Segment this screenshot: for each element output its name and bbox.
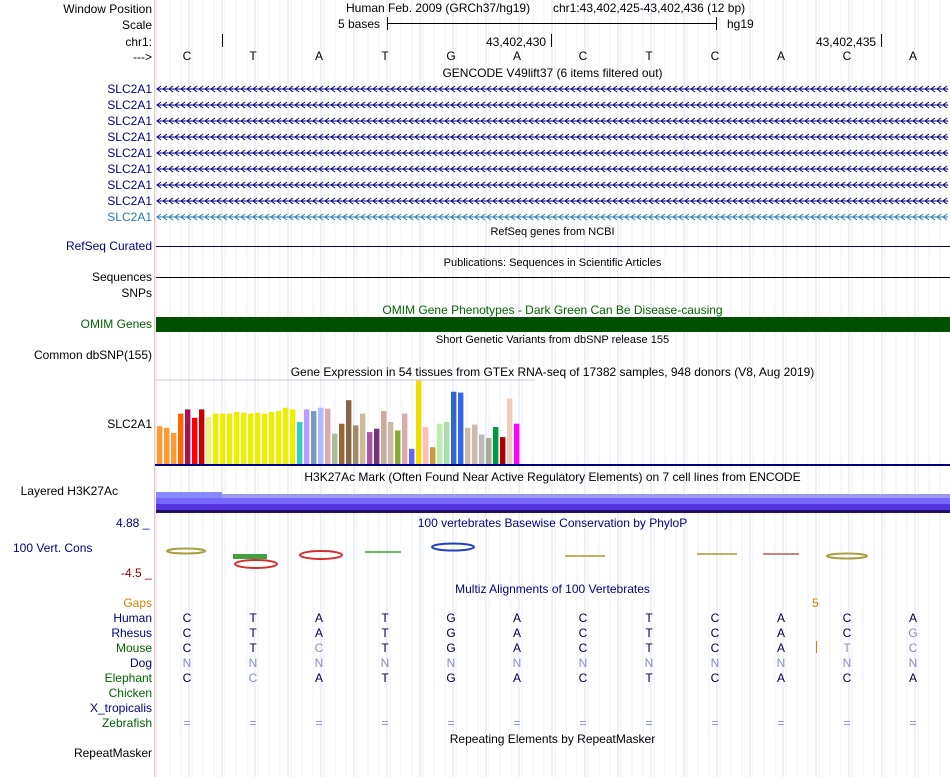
repeatmasker-label[interactable]: RepeatMasker xyxy=(73,746,152,760)
omim-title: OMIM Gene Phenotypes - Dark Green Can Be Disease-causing xyxy=(382,303,723,317)
aligned-base: C xyxy=(710,611,720,625)
gaps-label: Gaps xyxy=(123,596,152,610)
species-label: Mouse xyxy=(115,641,152,655)
gtex-bar xyxy=(458,393,463,464)
aligned-base: N xyxy=(446,656,456,670)
aligned-base: N xyxy=(314,656,324,670)
dna-base: T xyxy=(645,49,653,63)
gtex-bar xyxy=(444,422,449,464)
aligned-base: = xyxy=(645,716,653,730)
gtex-bar xyxy=(304,409,309,464)
dna-base: C xyxy=(578,49,588,63)
aligned-base: A xyxy=(908,611,917,625)
aligned-base: T xyxy=(645,626,653,640)
aligned-base: T xyxy=(381,626,389,640)
aligned-base: A xyxy=(776,626,785,640)
aligned-base: T xyxy=(645,671,653,685)
gtex-bar xyxy=(199,409,204,464)
dna-base: A xyxy=(314,49,323,63)
gtex-bar xyxy=(255,413,260,464)
gtex-bar xyxy=(395,430,400,464)
conservation-mark xyxy=(565,555,605,557)
gtex-bar xyxy=(192,418,197,464)
gencode-transcript-label[interactable]: SLC2A1 xyxy=(107,98,152,112)
conservation-mark xyxy=(763,553,799,555)
dna-base: T xyxy=(249,49,257,63)
gencode-title: GENCODE V49lift37 (6 items filtered out) xyxy=(442,66,663,80)
gtex-bar xyxy=(514,424,519,464)
aligned-base: A xyxy=(908,671,917,685)
gtex-bar xyxy=(178,414,183,464)
conservation-mark xyxy=(365,551,401,553)
aligned-base: N xyxy=(842,656,852,670)
gtex-title: Gene Expression in 54 tissues from GTEx RNA-seq of 17382 samples, 948 donors (V8, Aug 2019) xyxy=(290,365,815,379)
dbsnp-title: Short Genetic Variants from dbSNP release 155 xyxy=(435,334,670,346)
dna-base: A xyxy=(776,49,785,63)
aligned-base: C xyxy=(182,626,192,640)
gtex-bar xyxy=(339,424,344,464)
aligned-base: C xyxy=(710,626,720,640)
ruler-coord-1: 43,402,430 xyxy=(486,35,547,49)
gtex-bar xyxy=(402,414,407,464)
gtex-bar xyxy=(276,411,281,464)
aligned-base: T xyxy=(381,671,389,685)
gtex-bar xyxy=(409,449,414,464)
aligned-base: = xyxy=(381,716,389,730)
dna-sequence-row xyxy=(0,49,950,63)
gtex-bar xyxy=(430,447,435,464)
conservation-title: 100 vertebrates Basewise Conservation by PhyloP xyxy=(417,516,688,530)
snps-label[interactable]: SNPs xyxy=(121,286,152,300)
gtex-bar xyxy=(374,429,379,464)
species-label: Elephant xyxy=(104,671,152,685)
conservation-mark xyxy=(432,544,474,551)
scale-bar-right-tick xyxy=(716,17,717,30)
gtex-bar xyxy=(283,408,288,464)
gtex-bar xyxy=(220,414,225,464)
ruler-tick-start xyxy=(222,34,223,47)
aligned-base: C xyxy=(710,641,720,655)
species-label: Human xyxy=(113,611,152,625)
aligned-base: C xyxy=(842,626,852,640)
aligned-base: = xyxy=(843,716,851,730)
gtex-bar xyxy=(451,392,456,464)
species-label: Rhesus xyxy=(111,626,152,640)
gtex-bar xyxy=(423,427,428,464)
aligned-base: A xyxy=(512,611,521,625)
conservation-mark xyxy=(233,554,267,559)
dna-base: T xyxy=(381,49,389,63)
h3k27ac-title: H3K27Ac Mark (Often Found Near Active Regulatory Elements) on 7 cell lines from ENCODE xyxy=(304,470,801,484)
gtex-bar xyxy=(234,412,239,464)
scale-label: Scale xyxy=(121,18,152,32)
gtex-bar xyxy=(213,414,218,464)
species-label: Zebrafish xyxy=(101,716,152,730)
gtex-bar xyxy=(479,435,484,464)
gtex-bar xyxy=(157,426,162,464)
gtex-bar xyxy=(290,409,295,464)
aligned-base: C xyxy=(578,626,588,640)
aligned-base: A xyxy=(776,611,785,625)
gencode-transcript-label[interactable]: SLC2A1 xyxy=(107,130,152,144)
ruler-coord-2: 43,402,435 xyxy=(816,35,877,49)
gtex-bar xyxy=(311,411,316,464)
aligned-base: = xyxy=(447,716,455,730)
aligned-base: A xyxy=(512,641,521,655)
aligned-base: = xyxy=(513,716,521,730)
aligned-base: T xyxy=(645,641,653,655)
aligned-base: A xyxy=(314,626,323,640)
aligned-base: = xyxy=(909,716,917,730)
gtex-bar xyxy=(262,414,267,464)
gtex-bar xyxy=(171,433,176,464)
gtex-bar xyxy=(346,400,351,464)
gencode-transcript-label[interactable]: SLC2A1 xyxy=(107,162,152,176)
aligned-base: N xyxy=(908,656,918,670)
aligned-base: N xyxy=(248,656,258,670)
aligned-base: A xyxy=(314,611,323,625)
aligned-base: G xyxy=(446,641,456,655)
gencode-transcript-label[interactable]: SLC2A1 xyxy=(107,114,152,128)
refseq-label[interactable]: RefSeq Curated xyxy=(65,239,152,253)
dbsnp-label[interactable]: Common dbSNP(155) xyxy=(33,348,152,362)
gencode-transcript-label[interactable]: SLC2A1 xyxy=(107,82,152,96)
position-range[interactable]: chr1:43,402,425-43,402,436 (12 bp) xyxy=(553,1,746,15)
aligned-base: = xyxy=(249,716,257,730)
ruler-tick-1 xyxy=(551,34,552,47)
assembly-name: Human Feb. 2009 (GRCh37/hg19) xyxy=(346,1,531,15)
aligned-base: C xyxy=(578,671,588,685)
conservation-mark xyxy=(235,560,277,568)
gtex-bar xyxy=(325,409,330,464)
gtex-expression-chart[interactable] xyxy=(155,379,950,467)
conservation-mark xyxy=(300,551,342,559)
aligned-base: = xyxy=(183,716,191,730)
aligned-base: T xyxy=(381,641,389,655)
gap-count: 5 xyxy=(812,596,819,610)
scale-text: 5 bases xyxy=(338,17,381,31)
dna-base: A xyxy=(908,49,917,63)
gencode-transcript-label[interactable]: SLC2A1 xyxy=(107,146,152,160)
aligned-base: T xyxy=(843,641,851,655)
conservation-max: 4.88 _ xyxy=(116,516,150,530)
aligned-base: A xyxy=(776,671,785,685)
sequences-title: Publications: Sequences in Scientific Articles xyxy=(443,257,662,269)
aligned-base: A xyxy=(512,671,521,685)
species-label: Chicken xyxy=(108,686,152,700)
aligned-base: N xyxy=(182,656,192,670)
conservation-mark xyxy=(167,549,205,554)
gtex-bar xyxy=(297,422,302,464)
aligned-base: G xyxy=(908,626,918,640)
conservation-logo[interactable] xyxy=(155,540,950,580)
h3k27ac-baseline xyxy=(156,510,950,513)
aligned-base: = xyxy=(579,716,587,730)
dna-base: C xyxy=(842,49,852,63)
gtex-bar xyxy=(437,424,442,464)
multiz-title: Multiz Alignments of 100 Vertebrates xyxy=(455,582,650,596)
chrom-label: chr1: xyxy=(125,35,152,49)
scale-bar-left-tick xyxy=(387,17,388,30)
gtex-bar xyxy=(360,414,365,464)
aligned-base: C xyxy=(842,671,852,685)
aligned-base: T xyxy=(249,611,257,625)
gtex-bar xyxy=(381,411,386,464)
gtex-bar xyxy=(388,422,393,464)
conservation-label[interactable]: 100 Vert. Cons xyxy=(13,541,93,555)
aligned-base: N xyxy=(578,656,588,670)
gtex-bar xyxy=(318,408,323,464)
aligned-base: T xyxy=(645,611,653,625)
aligned-base: N xyxy=(380,656,390,670)
aligned-base: G xyxy=(446,626,456,640)
aligned-base: N xyxy=(776,656,786,670)
aligned-base: C xyxy=(182,611,192,625)
sequences-line xyxy=(156,277,950,278)
gtex-bar xyxy=(227,414,232,464)
omim-gene-bar[interactable] xyxy=(156,317,950,332)
aligned-base: N xyxy=(512,656,522,670)
aligned-base: = xyxy=(777,716,785,730)
gtex-bar xyxy=(353,425,358,464)
h3k27ac-signal[interactable] xyxy=(156,490,950,514)
aligned-base: T xyxy=(249,626,257,640)
aligned-base: A xyxy=(776,641,785,655)
dna-base: G xyxy=(446,49,456,63)
gtex-bar xyxy=(248,414,253,464)
omim-label[interactable]: OMIM Genes xyxy=(80,317,152,331)
gencode-transcripts[interactable] xyxy=(155,80,950,225)
aligned-base: C xyxy=(842,611,852,625)
sequences-label[interactable]: Sequences xyxy=(91,270,152,284)
gtex-bar xyxy=(164,428,169,464)
repeatmasker-title: Repeating Elements by RepeatMasker xyxy=(449,732,656,746)
conservation-mark xyxy=(827,554,867,559)
aligned-base: G xyxy=(446,671,456,685)
window-position-label: Window Position xyxy=(63,2,152,16)
aligned-base: C xyxy=(182,641,192,655)
gtex-bar xyxy=(472,425,477,464)
refseq-title: RefSeq genes from NCBI xyxy=(490,226,615,238)
species-label: Dog xyxy=(129,656,152,670)
gtex-bar xyxy=(269,412,274,464)
gtex-bar xyxy=(465,428,470,464)
aligned-base: C xyxy=(248,671,258,685)
dna-base: A xyxy=(512,49,521,63)
gtex-bar xyxy=(507,398,512,464)
strand-label: ---> xyxy=(133,50,152,64)
gencode-transcript-label[interactable]: SLC2A1 xyxy=(107,194,152,208)
gtex-bar xyxy=(367,432,372,464)
scale-bar xyxy=(387,23,717,24)
aligned-base: C xyxy=(314,641,324,655)
gencode-transcript-label[interactable]: SLC2A1 xyxy=(107,210,152,224)
aligned-base: = xyxy=(711,716,719,730)
conservation-mark xyxy=(697,553,737,555)
gtex-bar xyxy=(500,437,505,464)
gtex-bar xyxy=(493,427,498,464)
aligned-base: T xyxy=(381,611,389,625)
dna-base: C xyxy=(182,49,192,63)
gtex-bar xyxy=(486,438,491,464)
aligned-base: C xyxy=(578,611,588,625)
gtex-bar xyxy=(206,417,211,464)
conservation-min: -4.5 _ xyxy=(121,566,152,580)
h3k27ac-label[interactable]: Layered H3K27Ac xyxy=(20,484,118,498)
scale-db: hg19 xyxy=(727,17,754,31)
gtex-label[interactable]: SLC2A1 xyxy=(107,417,152,431)
gtex-bar xyxy=(416,380,421,464)
gencode-transcript-label[interactable]: SLC2A1 xyxy=(107,178,152,192)
aligned-base: C xyxy=(710,671,720,685)
dna-base: C xyxy=(710,49,720,63)
aligned-base: A xyxy=(314,671,323,685)
aligned-base: C xyxy=(578,641,588,655)
aligned-base: T xyxy=(249,641,257,655)
aligned-base: N xyxy=(644,656,654,670)
aligned-base: G xyxy=(446,611,456,625)
ruler-tick-2 xyxy=(881,34,882,47)
aligned-base: C xyxy=(182,671,192,685)
gtex-bar xyxy=(332,434,337,464)
gtex-bar xyxy=(185,409,190,464)
refseq-line xyxy=(156,246,950,247)
aligned-base: C xyxy=(908,641,918,655)
aligned-base: N xyxy=(710,656,720,670)
gtex-bar xyxy=(241,413,246,464)
aligned-base: = xyxy=(315,716,323,730)
species-label: X_tropicalis xyxy=(89,701,152,715)
aligned-base: A xyxy=(512,626,521,640)
mouse-gap-marker xyxy=(816,641,817,653)
